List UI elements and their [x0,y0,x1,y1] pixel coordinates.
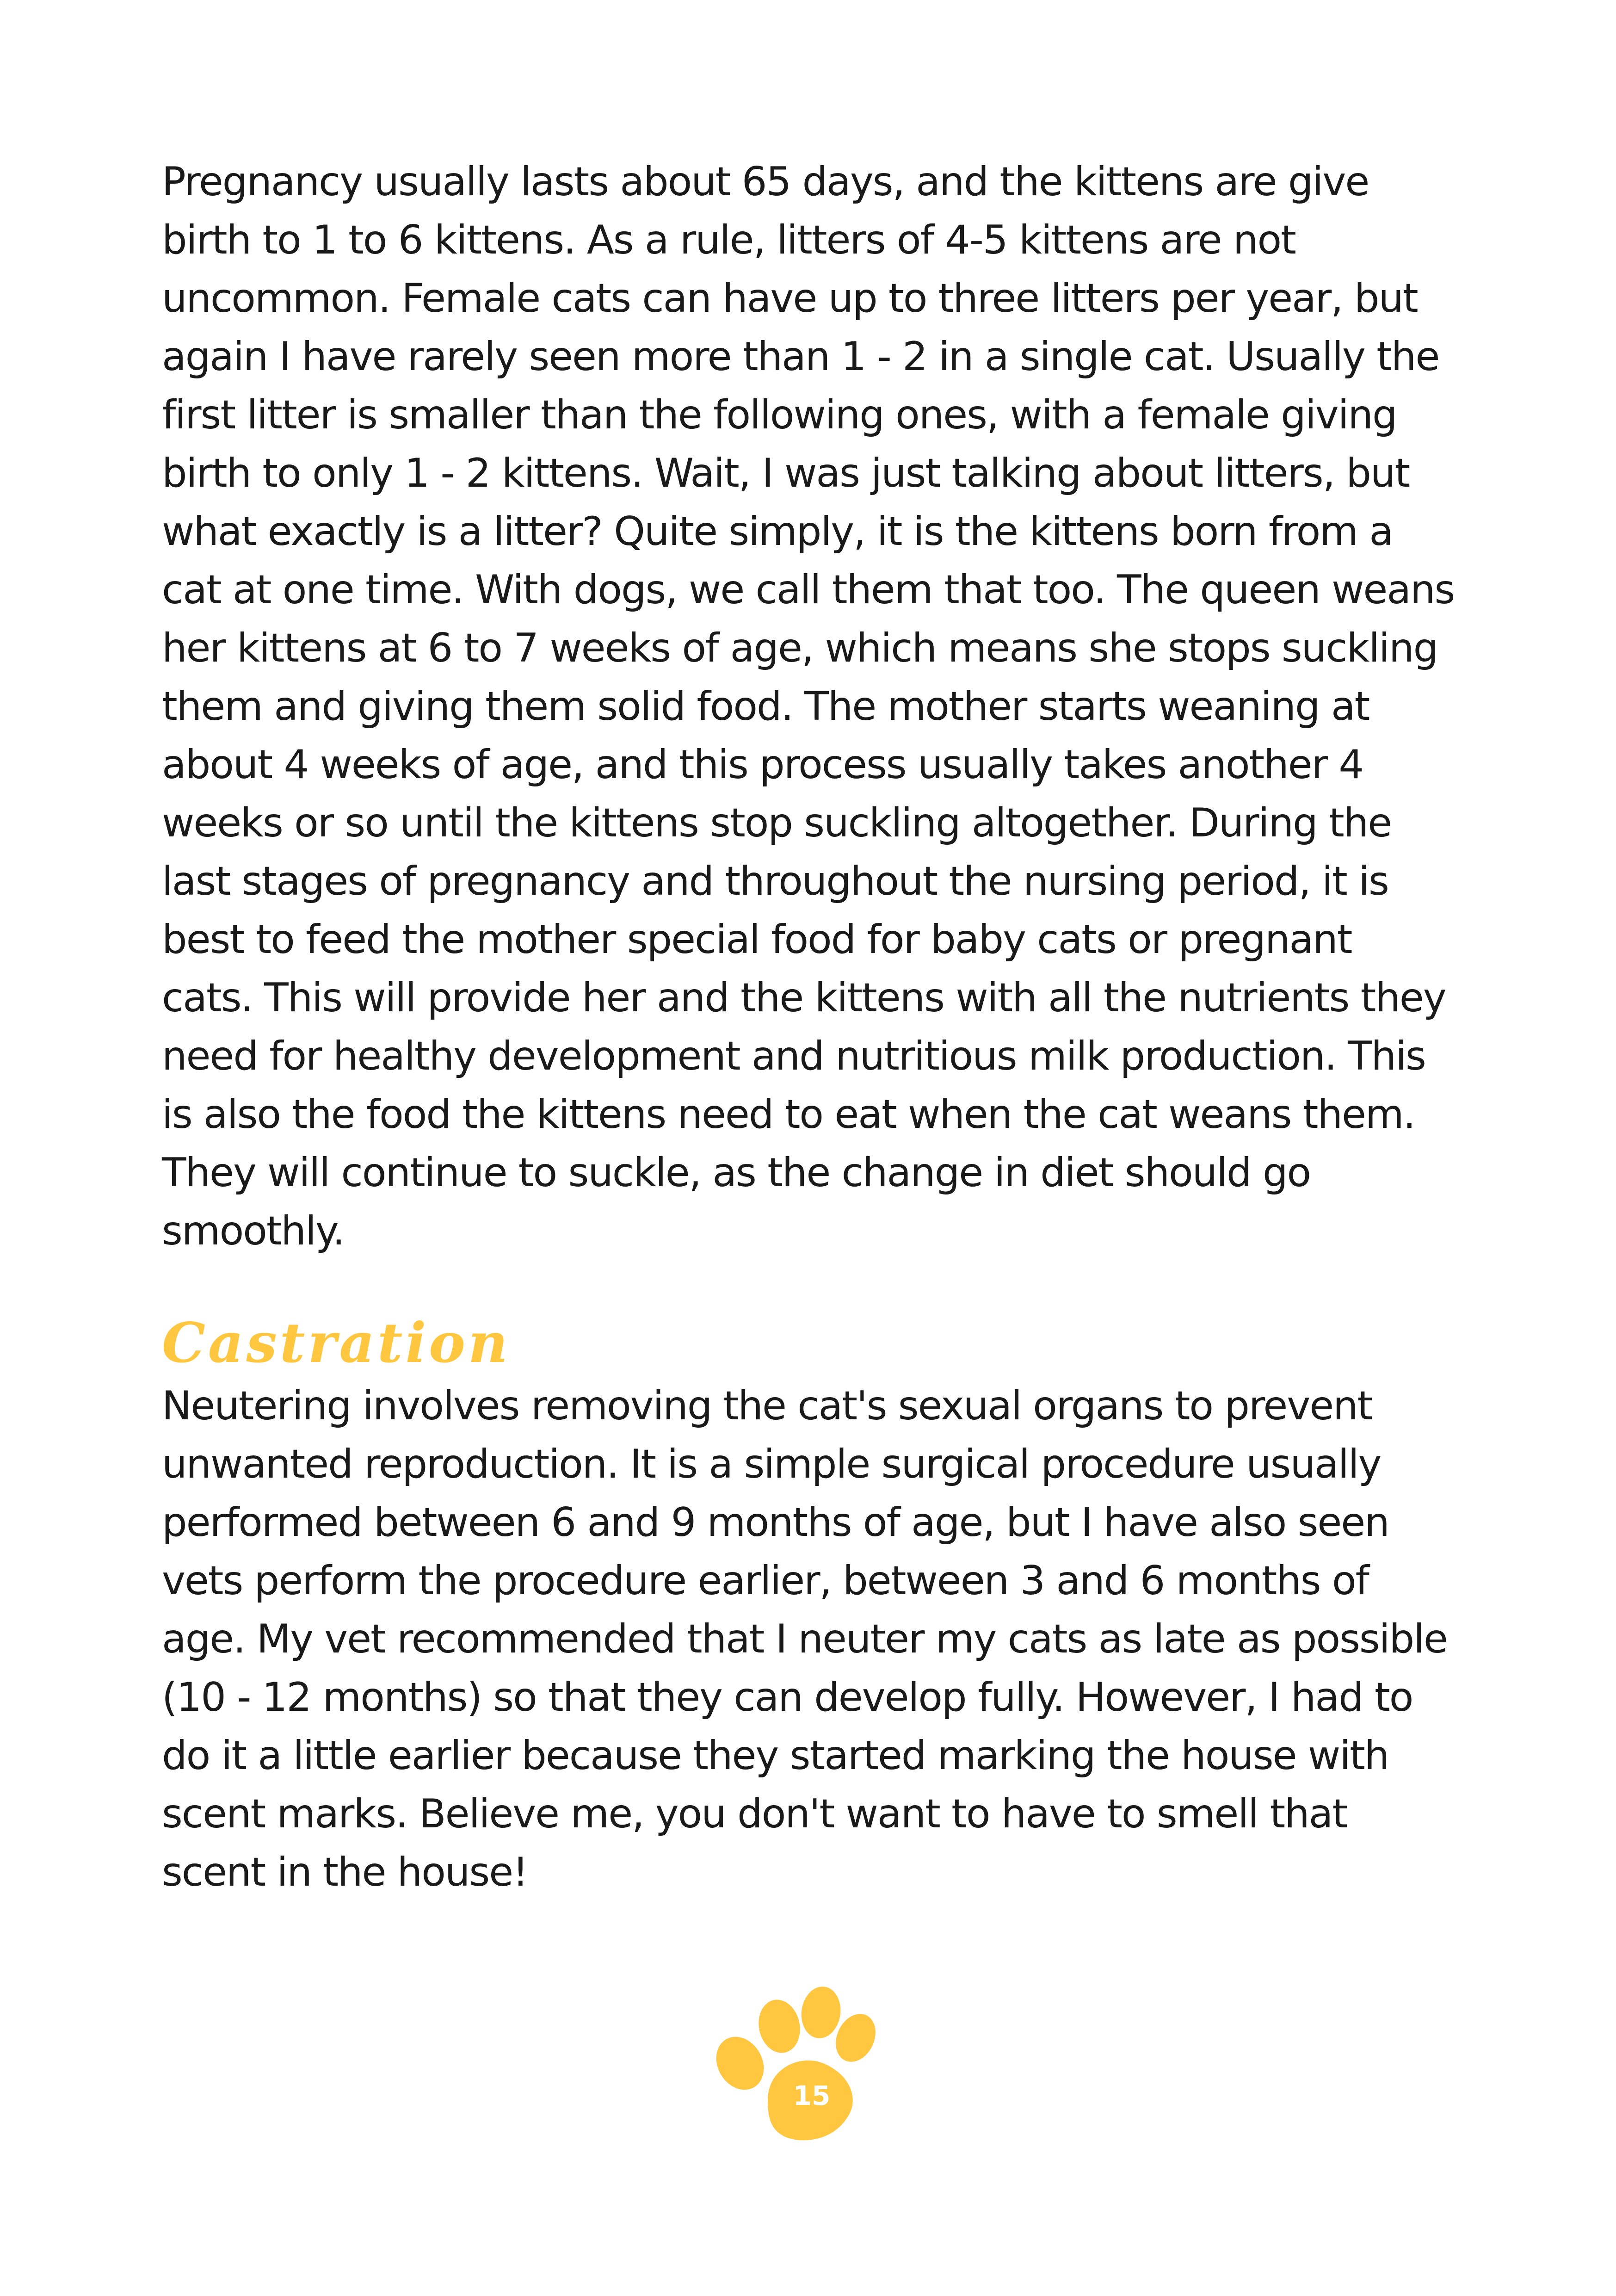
text-line: birth to 1 to 6 kittens. As a rule, litters of 4-5 kittens are not [162,217,1295,263]
text-line: about 4 weeks of age, and this process usually takes another 4 [162,742,1363,788]
text-line: do it a little earlier because they started marking the house with [162,1733,1389,1779]
paragraph-pregnancy [162,153,1471,1260]
page-number: 15 [793,2080,831,2111]
text-line: again I have rarely seen more than 1 - 2 in a single cat. Usually the [162,334,1439,380]
text-line: vets perform the procedure earlier, between 3 and 6 months of [162,1558,1369,1604]
text-line: cat at one time. With dogs, we call them that too. The queen weans [162,567,1455,613]
page-content [162,153,1471,1901]
text-line: Pregnancy usually lasts about 65 days, and the kittens are give [162,159,1369,205]
text-line: age. My vet recommended that I neuter my cats as late as possible [162,1616,1447,1662]
text-line: They will continue to suckle, as the change in diet should go [162,1150,1311,1196]
text-line: first litter is smaller than the following ones, with a female giving [162,392,1397,438]
text-line: scent marks. Believe me, you don't want to have to smell that [162,1791,1347,1837]
text-line: her kittens at 6 to 7 weeks of age, which means she stops suckling [162,625,1438,671]
text-line: cats. This will provide her and the kittens with all the nutrients they [162,975,1446,1021]
text-line: uncommon. Female cats can have up to three litters per year, but [162,275,1418,322]
text-line: what exactly is a litter? Quite simply, it is the kittens born from a [162,508,1393,555]
text-line: birth to only 1 - 2 kittens. Wait, I was just talking about litters, but [162,450,1410,496]
text-line: unwanted reproduction. It is a simple surgical procedure usually [162,1441,1381,1487]
text-line: scent in the house! [162,1849,528,1895]
text-line: last stages of pregnancy and throughout the nursing period, it is [162,858,1388,904]
text-line: them and giving them solid food. The mother starts weaning at [162,683,1369,730]
text-line: Neutering involves removing the cat's sexual organs to prevent [162,1383,1372,1429]
text-line: smoothly. [162,1208,344,1254]
text-line: performed between 6 and 9 months of age, but I have also seen [162,1499,1389,1546]
text-line: (10 - 12 months) so that they can develop fully. However, I had to [162,1674,1413,1720]
paw-toe [754,1996,805,2057]
paw-print-icon [712,1985,888,2147]
text-line: is also the food the kittens need to eat when the cat weans them. [162,1091,1415,1138]
text-line: best to feed the mother special food for baby cats or pregnant [162,916,1352,963]
section-heading: Castration [162,1311,511,1375]
text-line: need for healthy development and nutritious milk production. This [162,1033,1425,1079]
paragraph-castration [162,1377,1471,1901]
text-line: weeks or so until the kittens stop suckling altogether. During the [162,800,1392,846]
paw-toe [798,1985,844,2041]
